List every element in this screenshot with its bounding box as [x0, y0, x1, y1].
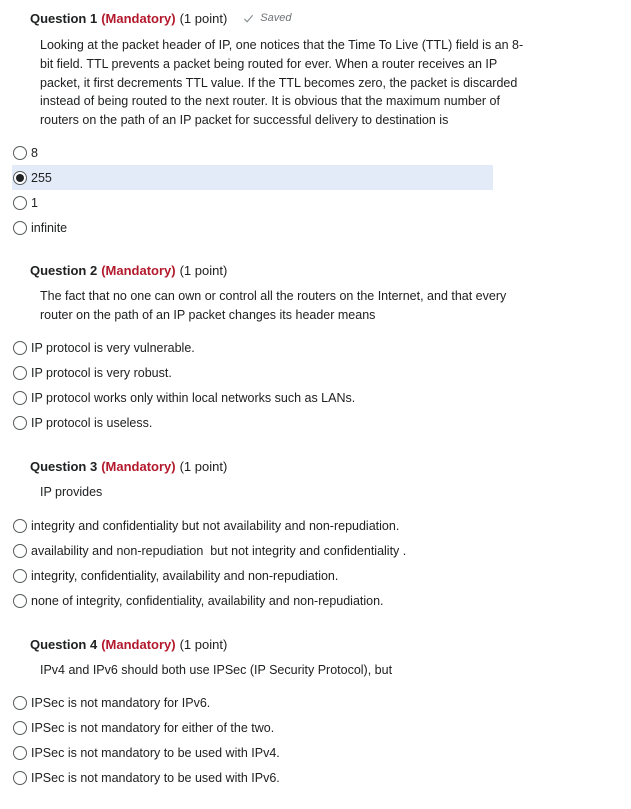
- option-label: IP protocol is very robust.: [31, 365, 172, 380]
- option-label: IPSec is not mandatory to be used with IPv4.: [31, 745, 280, 760]
- option-label: integrity, confidentiality, availability and non-repudiation.: [31, 568, 339, 583]
- radio-button[interactable]: [13, 221, 27, 235]
- answer-option[interactable]: [12, 215, 493, 240]
- radio-button[interactable]: [13, 196, 27, 210]
- option-label: integrity and confidentiality but not availability and non-repudiation.: [31, 518, 400, 533]
- question-3: [30, 457, 590, 502]
- radio-button[interactable]: [13, 341, 27, 355]
- question-4-prompt: IPv4 and IPv6 should both use IPSec (IP Security Protocol), but: [40, 663, 393, 677]
- option-label: IP protocol is useless.: [31, 415, 153, 430]
- check-icon: [243, 13, 254, 24]
- radio-button[interactable]: [13, 594, 27, 608]
- answer-option[interactable]: [12, 385, 493, 410]
- question-title: Question 4: [30, 636, 98, 652]
- question-1-prompt: Looking at the packet header of IP, one notices that the Time To Live (TTL) field is an 8-bit field. TTL prevents a packet being routed for ever. When a router receives an IP packet, it first decrements TTL value. If the TTL becomes zero, the packet is discarded instead of being routed to the next router. It is obvious that the maximum number of routers on the path of an IP packet for successful delivery to destination is: [40, 38, 524, 128]
- question-title: Question 2: [30, 262, 98, 278]
- mandatory-label: (Mandatory): [101, 458, 176, 474]
- radio-button[interactable]: [13, 391, 27, 405]
- question-4: [30, 635, 590, 680]
- answer-option[interactable]: [12, 765, 493, 790]
- answer-option-selected[interactable]: [12, 165, 493, 190]
- radio-button[interactable]: [13, 771, 27, 785]
- question-4-header: [30, 635, 590, 653]
- option-label: IPSec is not mandatory for either of the two.: [31, 720, 275, 735]
- answer-option[interactable]: [12, 538, 493, 563]
- mandatory-label: (Mandatory): [101, 636, 176, 652]
- option-label: IPSec is not mandatory to be used with IPv6.: [31, 770, 280, 785]
- option-label: 8: [31, 145, 38, 160]
- saved-status: [243, 12, 291, 24]
- question-2: [30, 261, 590, 325]
- radio-button[interactable]: [13, 366, 27, 380]
- option-label: none of integrity, confidentiality, availability and non-repudiation.: [31, 593, 384, 608]
- radio-button[interactable]: [13, 721, 27, 735]
- question-2-prompt: The fact that no one can own or control all the routers on the Internet, and that every router on the path of an IP packet changes its header means: [40, 289, 507, 322]
- answer-option[interactable]: [12, 715, 493, 740]
- question-1-header: [30, 9, 590, 27]
- answer-option[interactable]: [12, 690, 493, 715]
- radio-button[interactable]: [13, 416, 27, 430]
- question-title: Question 3: [30, 458, 98, 474]
- question-3-header: [30, 457, 590, 475]
- question-2-header: [30, 261, 590, 279]
- answer-option[interactable]: [12, 190, 493, 215]
- question-1: [30, 9, 590, 130]
- answer-option[interactable]: [12, 563, 493, 588]
- option-label: IP protocol is very vulnerable.: [31, 340, 195, 355]
- option-label: availability and non-repudiation but not integrity and confidentiality .: [31, 543, 407, 558]
- answer-option[interactable]: [12, 588, 493, 613]
- question-3-options: [12, 513, 493, 613]
- saved-label: Saved: [260, 12, 292, 24]
- radio-button-checked[interactable]: [13, 171, 27, 185]
- option-label: IPSec is not mandatory for IPv6.: [31, 695, 211, 710]
- mandatory-label: (Mandatory): [101, 10, 176, 26]
- radio-button[interactable]: [13, 544, 27, 558]
- option-label: 255: [31, 170, 52, 185]
- answer-option[interactable]: [12, 513, 493, 538]
- question-1-options: [12, 140, 493, 240]
- mandatory-label: (Mandatory): [101, 262, 176, 278]
- radio-button[interactable]: [13, 696, 27, 710]
- answer-option[interactable]: [12, 335, 493, 360]
- option-label: 1: [31, 195, 38, 210]
- answer-option[interactable]: [12, 360, 493, 385]
- question-title: Question 1: [30, 10, 98, 26]
- question-4-options: [12, 690, 493, 790]
- points-label: (1 point): [179, 262, 228, 278]
- answer-option[interactable]: [12, 140, 493, 165]
- radio-button[interactable]: [13, 746, 27, 760]
- radio-button[interactable]: [13, 146, 27, 160]
- question-2-options: [12, 335, 493, 435]
- answer-option[interactable]: [12, 410, 493, 435]
- points-label: (1 point): [179, 458, 228, 474]
- points-label: (1 point): [179, 10, 228, 26]
- points-label: (1 point): [179, 636, 228, 652]
- question-3-prompt: IP provides: [40, 485, 103, 499]
- option-label: infinite: [31, 220, 68, 235]
- answer-option[interactable]: [12, 740, 493, 765]
- option-label: IP protocol works only within local networks such as LANs.: [31, 390, 356, 405]
- radio-button[interactable]: [13, 569, 27, 583]
- radio-button[interactable]: [13, 519, 27, 533]
